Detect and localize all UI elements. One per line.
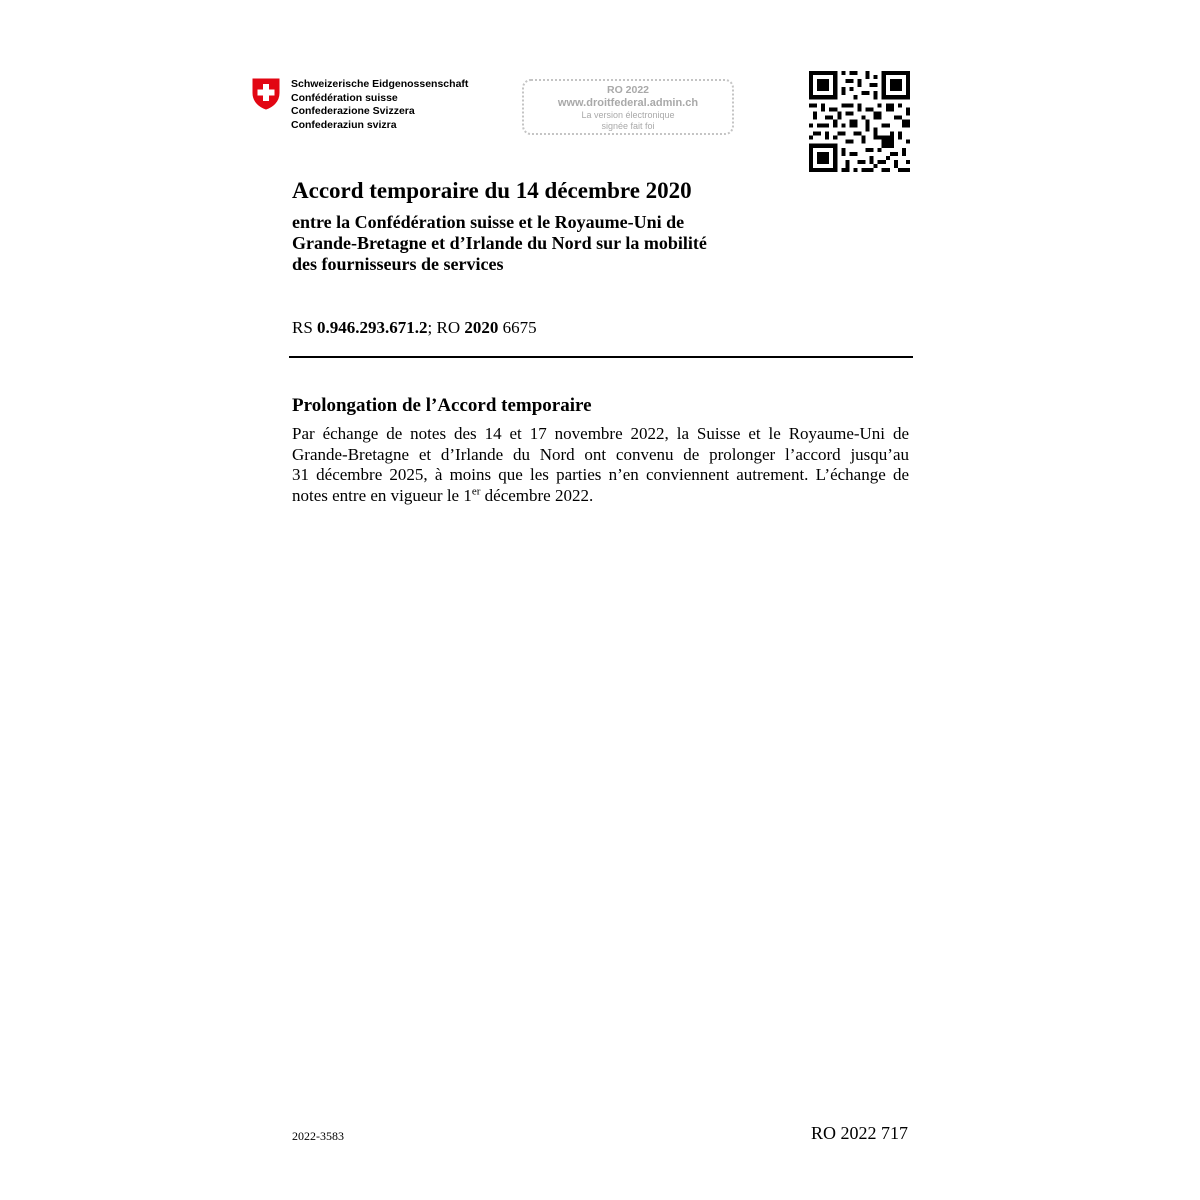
footer-document-number: 2022-3583 [292, 1129, 344, 1143]
paragraph-line: Par échange de notes des 14 et 17 novembre 2022, la Suisse et le Royaume-Uni de [292, 424, 909, 443]
stamp-note-line1: La version électronique [581, 110, 675, 120]
body-paragraph [292, 424, 909, 506]
stamp-publication-ref: RO 2022 [606, 84, 650, 96]
reference-rs-prefix: RS [292, 318, 318, 337]
confederation-name-de: Schweizerische Eidgenossenschaft [291, 78, 469, 90]
reference-ro-year: 2020 [464, 318, 499, 337]
document-reference [292, 318, 537, 338]
reference-ro-page: 6675 [498, 318, 537, 337]
subtitle-line: entre la Confédération suisse et le Royaume-Uni de [292, 212, 685, 232]
horizontal-rule [289, 356, 913, 358]
swiss-cross-icon [252, 78, 280, 110]
document-title: Accord temporaire du 14 décembre 2020 [292, 178, 692, 203]
reference-rs-number: 0.946.293.671.2 [317, 318, 428, 337]
paragraph-line4-start: notes entre en vigueur le 1 [292, 485, 472, 505]
stamp-note-line2: signée fait foi [601, 121, 655, 131]
reference-ro-prefix: ; RO [427, 318, 465, 337]
stamp-website: www.droitfederal.admin.ch [557, 97, 699, 109]
footer-publication-ref: RO 2022 717 [810, 1123, 908, 1143]
ordinal-superscript: er [471, 484, 481, 497]
confederation-name-fr: Confédération suisse [291, 91, 398, 104]
paragraph-line4-end: décembre 2022. [480, 485, 594, 505]
section-heading: Prolongation de l’Accord temporaire [292, 395, 592, 416]
confederation-name-it: Confederazione Svizzera [291, 105, 415, 117]
qr-code-icon [809, 71, 910, 172]
paragraph-line: 31 décembre 2025, à moins que les parties n’en conviennent autrement. L’échange de [292, 465, 909, 484]
paragraph-line: Grande-Bretagne et d’Irlande du Nord ont convenu de prolonger l’accord jusqu’au [292, 444, 909, 464]
subtitle-line: Grande-Bretagne et d’Irlande du Nord sur la mobilité [292, 233, 707, 253]
paragraph-line [292, 486, 909, 507]
official-publication-stamp [522, 79, 734, 135]
document-subtitle [292, 212, 812, 275]
subtitle-line: des fournisseurs de services [292, 254, 504, 274]
confederation-name-rm: Confederaziun svizra [291, 118, 397, 131]
confederation-names [291, 78, 468, 132]
